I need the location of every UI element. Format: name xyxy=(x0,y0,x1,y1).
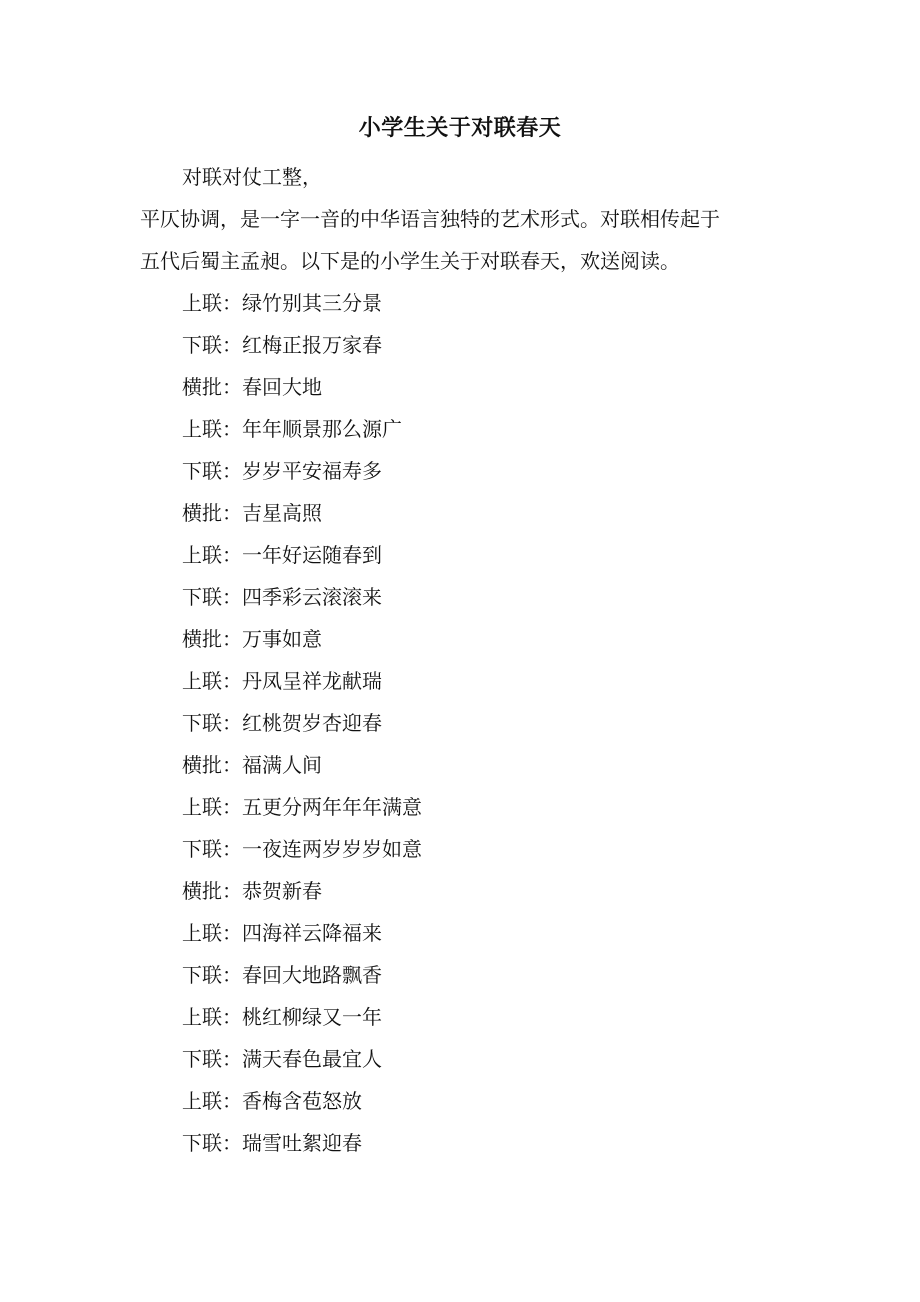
couplet-line: 下联：瑞雪吐絮迎春 xyxy=(182,1131,362,1155)
document-title: 小学生关于对联春天 xyxy=(358,115,562,141)
couplet-line: 下联：红梅正报万家春 xyxy=(182,333,382,357)
couplet-list xyxy=(182,282,782,1164)
couplet-line: 上联：四海祥云降福来 xyxy=(182,921,382,945)
couplet-line: 下联：一夜连两岁岁岁如意 xyxy=(182,837,422,861)
couplet-line: 上联：一年好运随春到 xyxy=(182,543,382,567)
couplet-line: 上联：五更分两年年年满意 xyxy=(182,795,422,819)
couplet-line: 下联：红桃贺岁杏迎春 xyxy=(182,711,382,735)
couplet-line: 横批：万事如意 xyxy=(182,627,322,651)
couplet-line: 上联：香梅含苞怒放 xyxy=(182,1089,362,1113)
couplet-line: 上联：绿竹别其三分景 xyxy=(182,291,382,315)
couplet-line: 上联：桃红柳绿又一年 xyxy=(182,1005,382,1029)
couplet-line: 下联：满天春色最宜人 xyxy=(182,1047,382,1071)
couplet-line: 横批：春回大地 xyxy=(182,375,322,399)
intro-line: 对联对仗工整， xyxy=(182,165,322,189)
couplet-line: 下联：四季彩云滚滚来 xyxy=(182,585,382,609)
intro-line: 平仄协调，是一字一音的中华语言独特的艺术形式。对联相传起于 xyxy=(140,207,720,231)
intro-line: 五代后蜀主孟昶。以下是的小学生关于对联春天，欢送阅读。 xyxy=(140,249,680,273)
intro-paragraph xyxy=(140,156,790,282)
couplet-line: 上联：丹凤呈祥龙献瑞 xyxy=(182,669,382,693)
couplet-line: 横批：恭贺新春 xyxy=(182,879,322,903)
couplet-line: 横批：吉星高照 xyxy=(182,501,322,525)
couplet-line: 下联：春回大地路飘香 xyxy=(182,963,382,987)
couplet-line: 横批：福满人间 xyxy=(182,753,322,777)
couplet-line: 下联：岁岁平安福寿多 xyxy=(182,459,382,483)
couplet-line: 上联：年年顺景那么源广 xyxy=(182,417,402,441)
